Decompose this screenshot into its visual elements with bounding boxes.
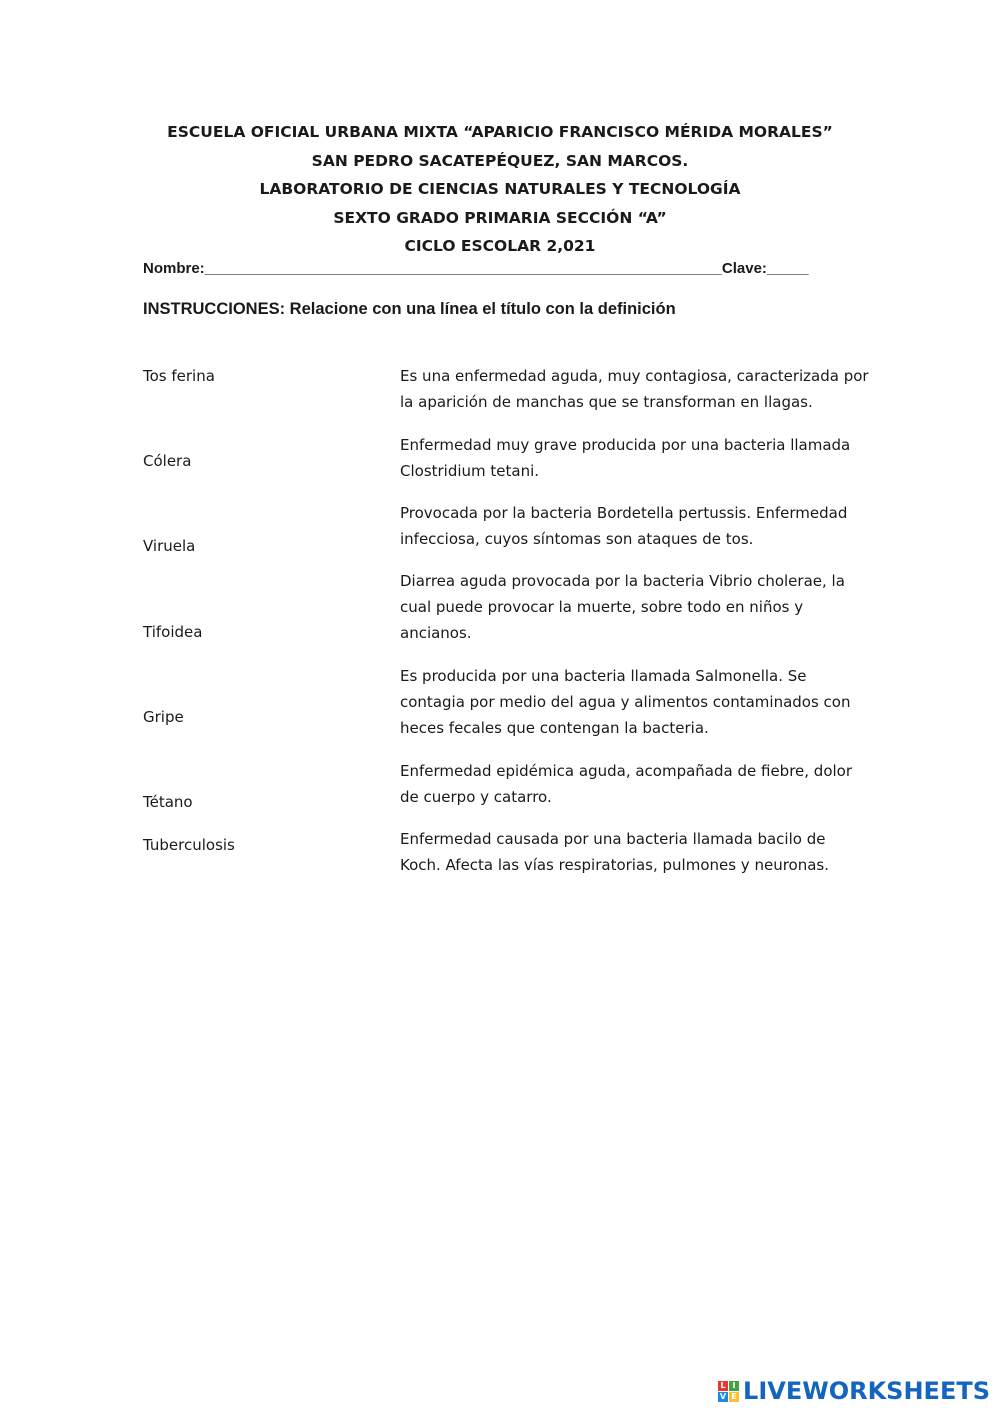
definition-item[interactable]: Enfermedad muy grave producida por una bacteria llamada Clostridium tetani. xyxy=(400,436,851,480)
logo-mark-letter: I xyxy=(729,1381,739,1391)
term-item[interactable]: Tifoidea xyxy=(143,623,203,641)
liveworksheets-logo-text: LIVEWORKSHEETS xyxy=(743,1377,990,1405)
definition-item[interactable]: Enfermedad causada por una bacteria llamada bacilo de Koch. Afecta las vías respiratorias, pulmones y neuronas. xyxy=(400,830,829,874)
definition-item[interactable]: Es una enfermedad aguda, muy contagiosa, caracterizada por la aparición de manchas que se transforman en llagas. xyxy=(400,367,869,411)
grade-section: SEXTO GRADO PRIMARIA SECCIÓN “A” xyxy=(333,208,667,227)
logo-mark-letter: E xyxy=(729,1392,739,1402)
term-item[interactable]: Cólera xyxy=(143,452,192,470)
definition-item[interactable]: Provocada por la bacteria Bordetella pertussis. Enfermedad infecciosa, cuyos síntomas son ataques de tos. xyxy=(400,504,848,548)
term-item[interactable]: Gripe xyxy=(143,708,184,726)
logo-mark-letter: L xyxy=(718,1381,728,1391)
term-item[interactable]: Tos ferina xyxy=(143,367,215,385)
liveworksheets-logo xyxy=(718,1377,990,1405)
instructions xyxy=(143,300,676,319)
term-item[interactable]: Tuberculosis xyxy=(143,836,235,854)
term-item[interactable]: Tétano xyxy=(143,793,193,811)
document-header xyxy=(0,118,1000,261)
school-name: ESCUELA OFICIAL URBANA MIXTA “APARICIO FRANCISCO MÉRIDA MORALES” xyxy=(167,123,833,141)
name-and-key-field[interactable]: Nombre:______________________________________________________________Clave:_____ xyxy=(143,260,809,277)
liveworksheets-logo-mark xyxy=(718,1381,739,1402)
course-name: LABORATORIO DE CIENCIAS NATURALES Y TECNOLOGÍA xyxy=(259,180,741,198)
instructions-text: Relacione con una línea el título con la definición xyxy=(285,300,676,318)
school-year: CICLO ESCOLAR 2,021 xyxy=(404,237,596,255)
definition-item[interactable]: Diarrea aguda provocada por la bacteria Vibrio cholerae, la cual puede provocar la muerte, sobre todo en niños y ancianos. xyxy=(400,572,845,642)
instructions-label: INSTRUCCIONES: xyxy=(143,300,286,318)
definition-item[interactable]: Enfermedad epidémica aguda, acompañada de fiebre, dolor de cuerpo y catarro. xyxy=(400,762,853,806)
logo-mark-letter: V xyxy=(719,1391,727,1401)
term-item[interactable]: Viruela xyxy=(143,537,196,555)
school-location: SAN PEDRO SACATEPÉQUEZ, SAN MARCOS. xyxy=(311,151,689,170)
definition-item[interactable]: Es producida por una bacteria llamada Salmonella. Se contagia por medio del agua y alimentos contaminados con heces fecales que contengan la bacteria. xyxy=(400,667,851,737)
